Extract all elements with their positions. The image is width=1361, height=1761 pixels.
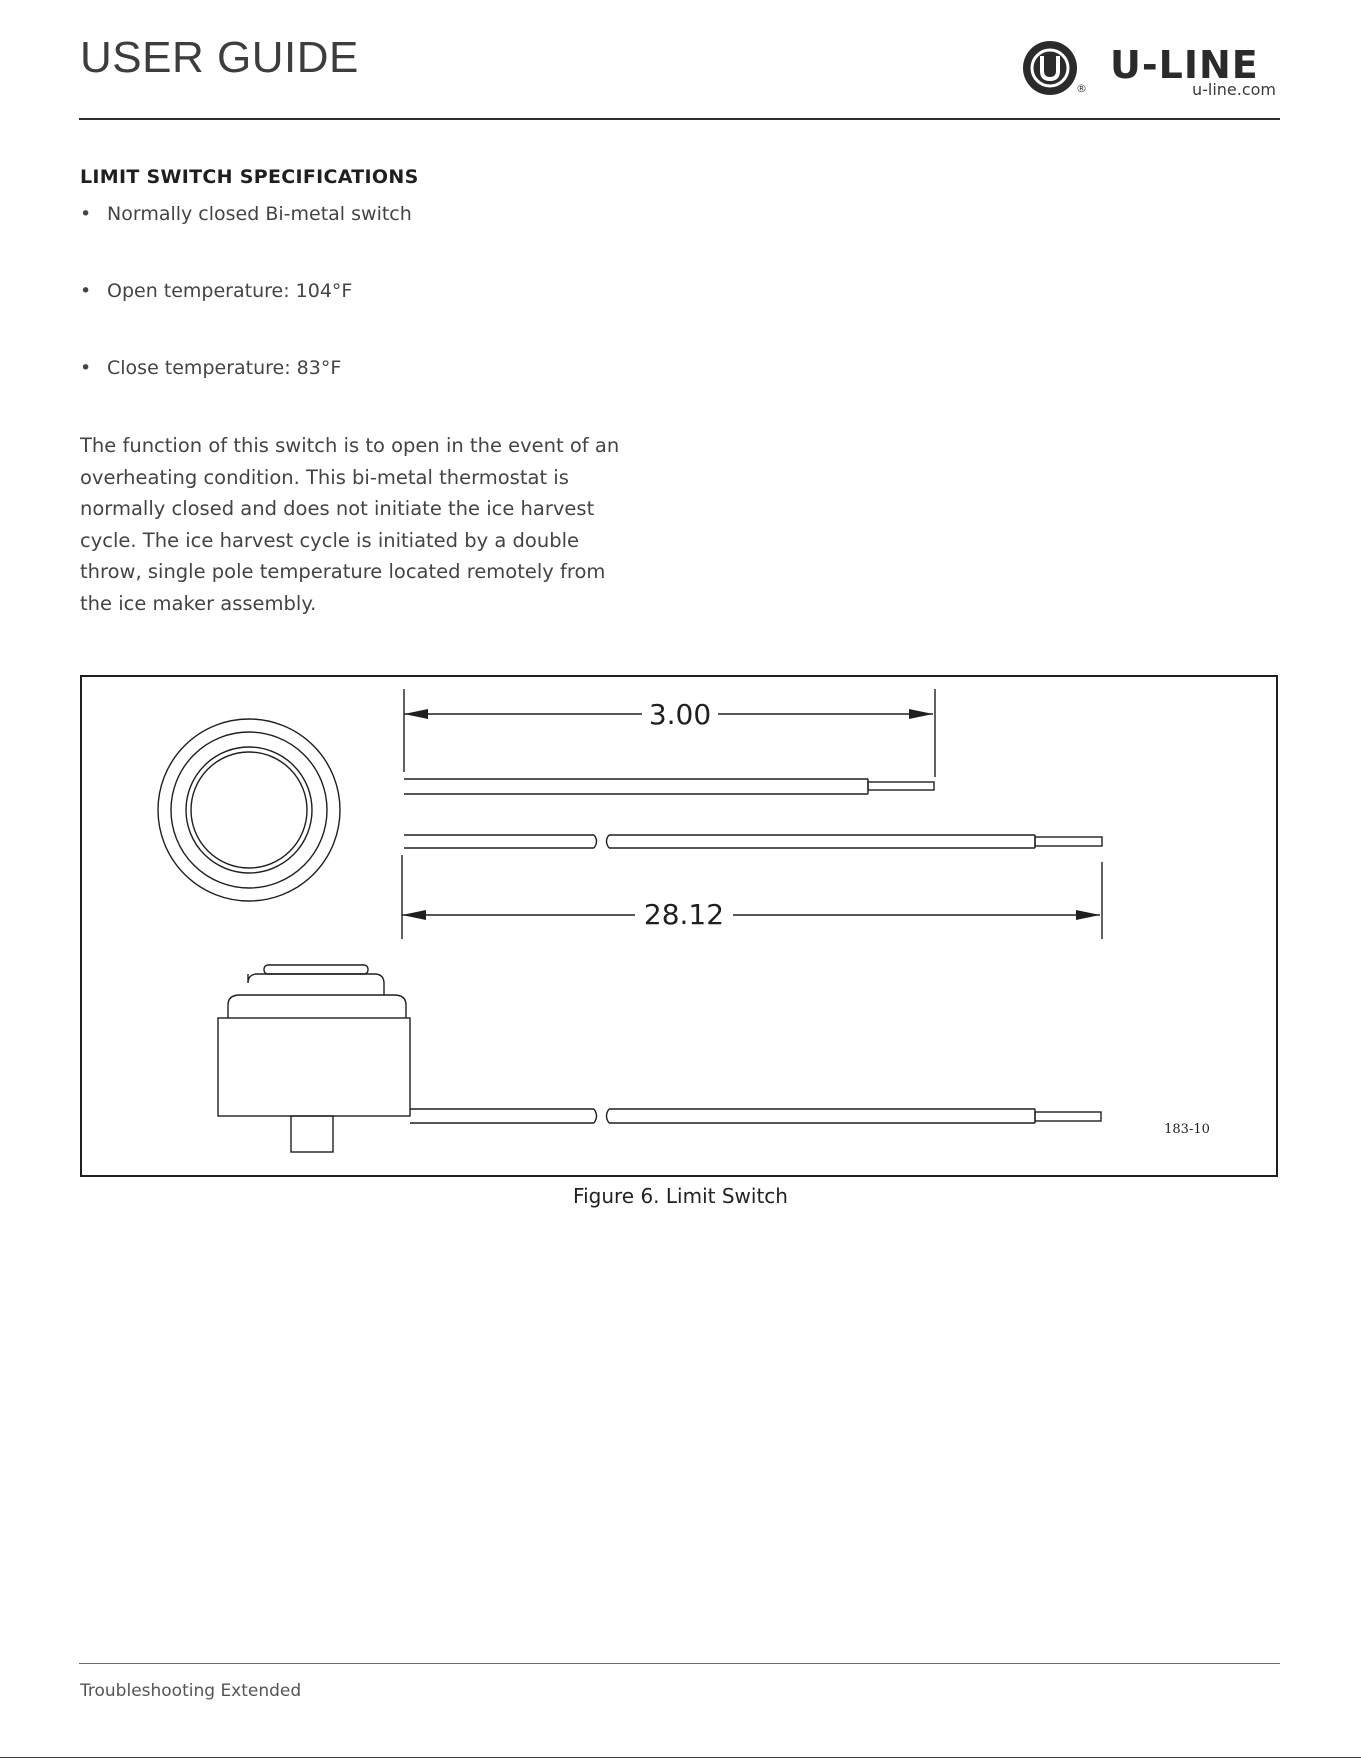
wire-break [594,1109,597,1123]
limit-switch-drawing [82,677,1280,1179]
spec-text: Open temperature: 104°F [107,280,353,302]
header-divider [79,118,1280,120]
footer-section-label: Troubleshooting Extended [80,1681,302,1701]
switch-dome [248,974,384,995]
spec-item [80,356,412,380]
spec-list [80,202,412,433]
wire-break [594,835,597,848]
page-edge-line [0,1757,1361,1758]
dimension-short-label: 3.00 [648,698,712,731]
registered-mark: ® [1076,82,1087,95]
bullet-icon: • [80,357,92,379]
switch-inner-ring [186,747,312,873]
wire-break [607,1109,610,1123]
bullet-icon: • [80,280,92,302]
spec-item [80,202,412,226]
figure-frame [80,675,1278,1177]
drawing-code: 183-10 [1164,1122,1210,1137]
logo-wordmark: U-LINE [1110,43,1259,87]
switch-cap [264,965,368,974]
section-heading: LIMIT SWITCH SPECIFICATIONS [80,166,419,188]
switch-body [218,1018,410,1116]
spec-item [80,279,412,303]
figure-caption: Figure 6. Limit Switch [573,1184,788,1208]
logo-url: u-line.com [1191,80,1276,99]
switch-center-ring [191,752,307,868]
stripped-wire-end [1035,837,1102,846]
stripped-wire-end [1035,1112,1101,1121]
u-line-logo [1020,36,1280,106]
footer-divider [79,1663,1280,1664]
u-line-logo-icon [1020,38,1080,98]
bullet-icon: • [80,203,92,225]
switch-shoulder [228,995,406,1018]
dimension-long-label: 28.12 [643,898,725,931]
page-title: USER GUIDE [80,33,359,82]
switch-middle-ring [171,732,327,888]
spec-text: Close temperature: 83°F [107,357,342,379]
wire-break [607,835,610,848]
description-paragraph: The function of this switch is to open in the event of an overheating condition. This bi-metal thermostat is normally closed and does not initiate the ice harvest cycle. The ice harvest cycle is initiated by a double throw, single pole temperature located remotely from the ice maker assembly. [80,434,620,615]
switch-stud [291,1116,333,1152]
spec-text: Normally closed Bi-metal switch [107,203,412,225]
stripped-wire-end [868,782,934,790]
